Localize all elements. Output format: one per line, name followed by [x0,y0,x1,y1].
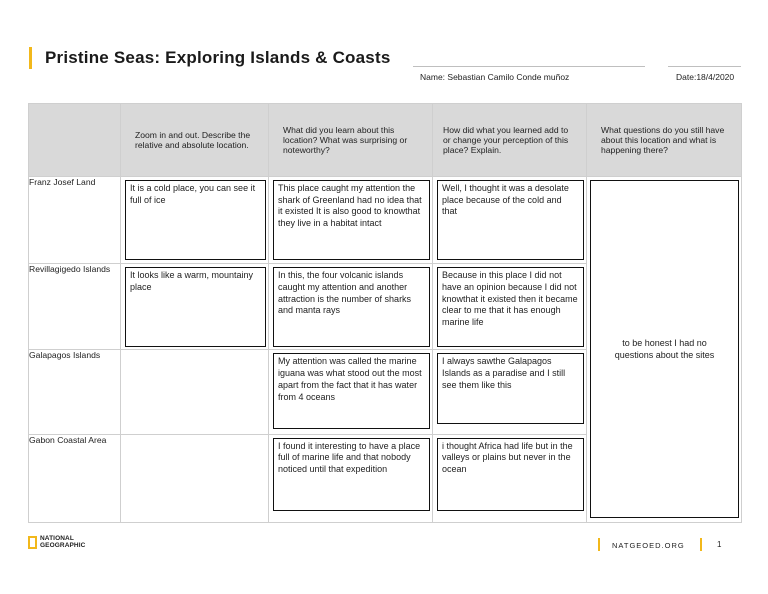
learned-answer-box[interactable]: In this, the four volcanic islands caught my attention and another attraction is the number of sharks and manta rays [273,267,430,347]
header-cell-location: Zoom in and out. Describe the relative and absolute location. [121,104,269,177]
header-cell-perception: How did what you learned add to or change your perception of this place? Explain. [433,104,587,177]
perception-answer-box[interactable]: Well, I thought it was a desolate place because of the cold and that [437,180,584,260]
footer-accent-bar [598,538,600,551]
learned-answer-box[interactable]: This place caught my attention the shark of Greenland had no idea that it existed It is also good to knowthat they live in a habitat intact [273,180,430,260]
location-empty-cell[interactable] [121,434,269,522]
location-answer-box[interactable]: It is a cold place, you can see it full of ice [125,180,266,260]
footer-accent-bar [700,538,702,551]
learned-answer-box[interactable]: My attention was called the marine iguana was what stood out the most apart from the fact that it has water from 4 oceans [273,353,430,429]
learned-answer-box[interactable]: I found it interesting to have a place full of marine life and that nobody noticed until that expedition [273,438,430,511]
location-empty-cell[interactable] [121,350,269,434]
footer-site-link[interactable]: NATGEOED.ORG [612,541,685,550]
row-label: Revillagigedo Islands [29,264,121,350]
header-cell-learned: What did you learn about this location? What was surprising or noteworthy? [269,104,433,177]
row-label: Gabon Coastal Area [29,434,121,522]
header-cell-questions: What questions do you still have about this location and what is happening there? [587,104,742,177]
title-accent-bar [29,47,32,69]
date-underline [668,66,741,67]
perception-answer-box[interactable]: Because in this place I did not have an opinion because I did not knowthat it existed then it became clear to me that it has enough marine life [437,267,584,347]
perception-answer-box[interactable]: i thought Africa had life but in the valleys or plains but never in the ocean [437,438,584,511]
logo-yellow-frame-icon [28,536,37,549]
page-number: 1 [717,540,722,549]
worksheet-table [28,103,742,523]
name-underline [413,66,645,67]
date-field: Date:18/4/2020 [676,72,735,82]
table-row [29,177,742,264]
location-answer-box[interactable]: It looks like a warm, mountainy place [125,267,266,347]
header-row [29,104,742,177]
header-cell-empty [29,104,121,177]
row-label: Franz Josef Land [29,177,121,264]
logo-wordmark: NATIONAL GEOGRAPHIC [40,535,86,549]
perception-answer-box[interactable]: I always sawthe Galapagos Islands as a paradise and I still see them like this [437,353,584,424]
natgeo-logo [28,536,85,550]
page-title: Pristine Seas: Exploring Islands & Coasts [45,48,391,67]
questions-answer-box[interactable]: to be honest I had no questions about the sites [590,180,739,518]
student-name: Name: Sebastian Camilo Conde muñoz [420,72,570,82]
row-label: Galapagos Islands [29,350,121,434]
